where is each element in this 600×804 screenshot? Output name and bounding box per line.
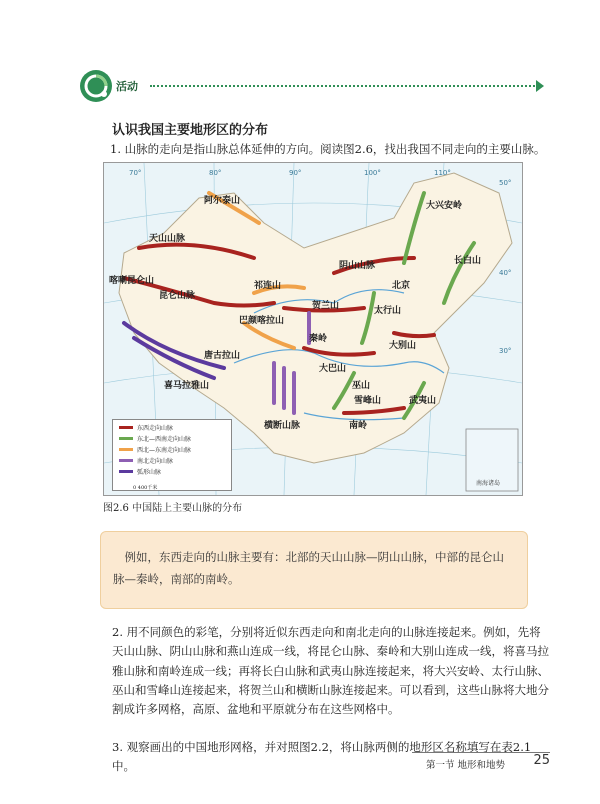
question-2: 2. 用不同颜色的彩笔，分别将近似东西走向和南北走向的山脉连接起来。例如，先将天山山脉、阴山山脉和燕山连成一线，将昆仑山脉、秦岭和大别山连成一线，将喜马拉雅山脉和南岭连成一线；再将长白山脉和武夷山脉连接起来，将大兴安岭、太行山脉、巫山和雪峰山连接起来，将贺兰山和横断山脉连接起来。可以看到，这些山脉将大地分割成许多网格，高原、盆地和平原就分布在这些网格中。 <box>112 625 549 717</box>
lon-label: 110° <box>434 169 451 177</box>
activity-title: 活动 <box>116 80 138 93</box>
label-bayankala: 巴颜喀拉山 <box>239 316 285 326</box>
legend-label: 东西走向山脉 <box>137 425 174 432</box>
lat-label: 40° <box>499 269 512 277</box>
example-text: 例如，东西走向的山脉主要有：北部的天山山脉—阴山山脉，中部的昆仑山脉—秦岭，南部的南岭。 <box>113 550 504 586</box>
label-kunlun: 昆仑山脉 <box>159 291 196 301</box>
label-nanling: 南岭 <box>349 421 368 431</box>
legend-label: 西北—东南走向山脉 <box>137 447 192 454</box>
legend-swatch <box>119 437 133 440</box>
lon-label: 70° <box>129 169 142 177</box>
legend-label: 弧形山脉 <box>137 469 162 476</box>
legend-swatch <box>119 459 133 462</box>
label-wuyi: 武夷山 <box>409 396 437 406</box>
label-qinling: 秦岭 <box>309 334 328 344</box>
label-karakoram: 喀喇昆仑山 <box>109 276 155 286</box>
label-qilian: 祁连山 <box>254 281 282 291</box>
question-1: 1. 山脉的走向是指山脉总体延伸的方向。阅读图2.6，找出我国不同走向的主要山脉。 <box>110 142 546 156</box>
legend-label: 南北走向山脉 <box>137 458 174 465</box>
lon-label: 90° <box>289 169 302 177</box>
legend-swatch <box>119 448 133 451</box>
map-caption: 图2.6 中国陆上主要山脉的分布 <box>103 503 243 514</box>
label-daxinganling: 大兴安岭 <box>426 201 463 211</box>
legend-label: 东北—西南走向山脉 <box>137 436 192 443</box>
legend-swatch <box>119 470 133 473</box>
section-title: 认识我国主要地形区的分布 <box>112 123 269 138</box>
label-yinshan: 阴山山脉 <box>339 261 376 271</box>
arrow-icon <box>536 80 544 92</box>
scale-bar: 0 400千米 <box>133 485 158 491</box>
question-3: 3. 观察画出的中国地形网格，并对照图2.2，将山脉两侧的地形区名称填写在表2.1中。 <box>112 740 532 774</box>
label-xuefeng: 雪峰山 <box>354 396 382 406</box>
divider <box>150 85 538 87</box>
label-tianshan: 天山山脉 <box>149 234 186 244</box>
label-wushan: 巫山 <box>352 381 371 391</box>
label-tanggula: 唐古拉山 <box>204 351 241 361</box>
leaf-cycle-icon <box>80 70 112 102</box>
lat-label: 50° <box>499 179 512 187</box>
lat-label: 30° <box>499 347 512 355</box>
page-number: 25 <box>533 753 550 768</box>
label-beijing: 北京 <box>392 281 411 291</box>
label-altai: 阿尔泰山 <box>204 196 241 206</box>
inset-label: 南海诸岛 <box>476 480 501 487</box>
label-taihang: 太行山 <box>374 306 402 316</box>
label-dabieshan: 大别山 <box>389 341 417 351</box>
china-mountain-map <box>103 162 523 496</box>
lon-label: 100° <box>364 169 381 177</box>
legend-swatch <box>119 426 133 429</box>
label-helan: 贺兰山 <box>312 301 340 311</box>
page-footer <box>412 752 550 773</box>
activity-header <box>80 70 550 104</box>
label-changbai: 长白山 <box>454 256 482 266</box>
map-legend <box>112 419 232 491</box>
lon-label: 80° <box>209 169 222 177</box>
label-himalaya: 喜马拉雅山 <box>164 381 210 391</box>
label-hengduan: 横断山脉 <box>264 421 301 431</box>
example-box <box>100 531 528 609</box>
label-dabashan: 大巴山 <box>319 364 347 374</box>
footer-section: 第一节 地形和地势 <box>426 760 506 771</box>
